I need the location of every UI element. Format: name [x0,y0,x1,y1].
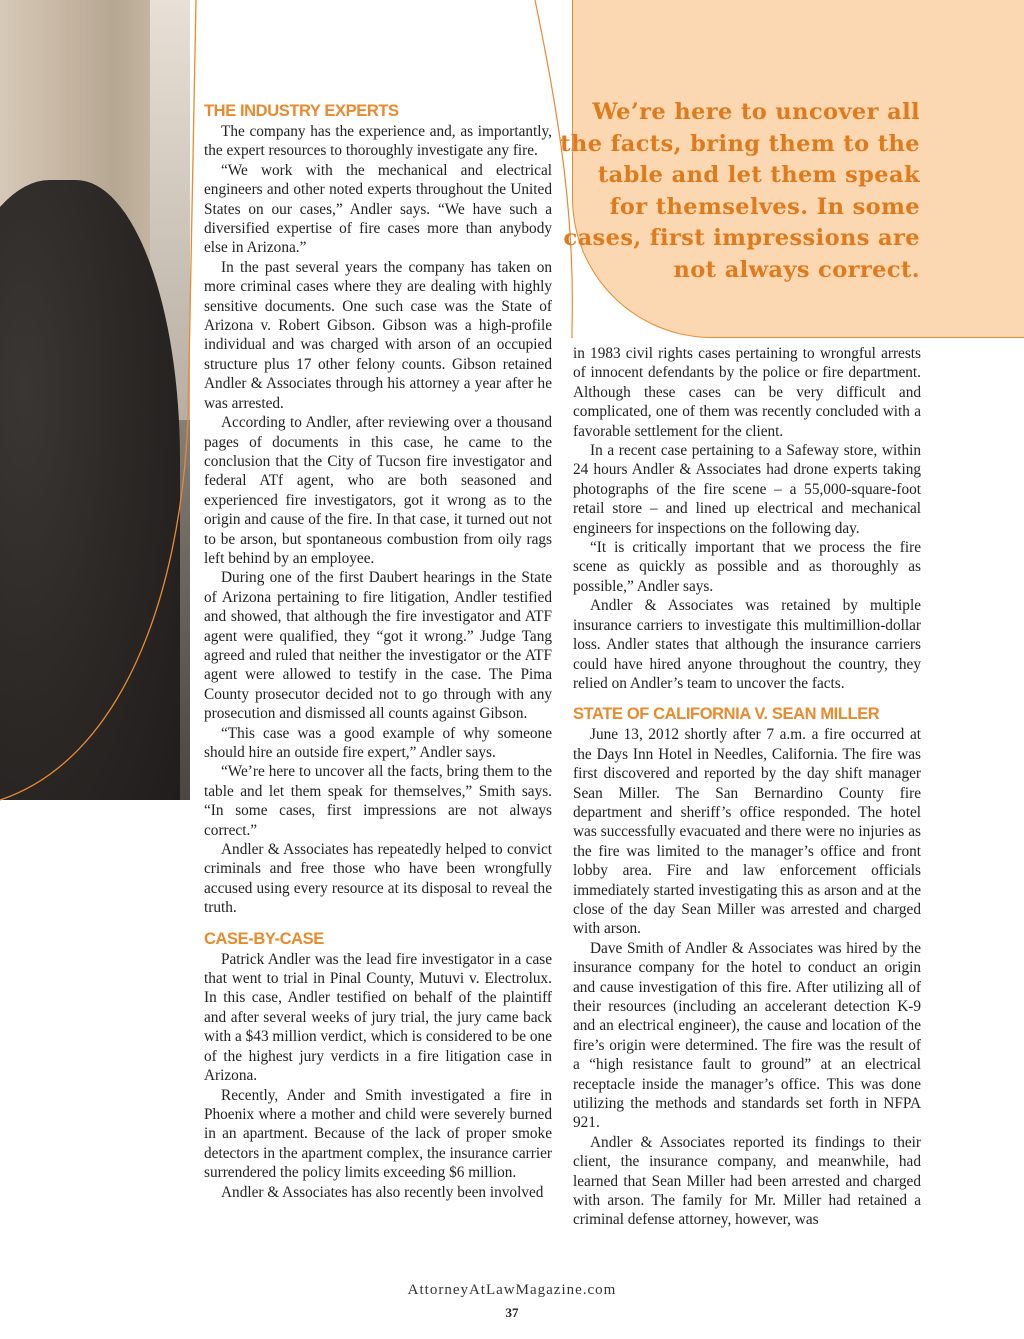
pull-quote: We’re here to uncover all the facts, bring them to the table and let them speak for themselves. In some cases, first impressions are not always correct. [560,99,920,283]
paragraph: June 13, 2012 shortly after 7 a.m. a fire occurred at the Days Inn Hotel in Needles, California. The fire was first discovered and reported by the day shift manager Sean Miller. The San Bernardino County fire department and sheriff’s office responded. The hotel was successfully evacuated and there were no injuries as the fire was limited to the manager’s office and front lobby area. Fire and law enforcement officials immediately started investigating this as arson and at the close of the day Sean Miller was arrested and charged with arson. [573,726,921,938]
paragraph: During one of the first Daubert hearings in the State of Arizona pertaining to fire litigation, Andler testified and showed, that although the fire investigator and ATF agent were qualified, they “got it wrong.” Judge Tang agreed and ruled that neither the investigator or the ATF agent were allowed to testify in the case. The Pima County prosecutor decided not to go through with any prosecution and dismissed all counts against Gibson. [204,569,552,723]
paragraph: The company has the experience and, as importantly, the expert resources to thoroughly investigate any fire. [204,123,552,160]
paragraph: in 1983 civil rights cases pertaining to wrongful arrests of innocent defendants by the police or fire department. Although these cases can be very difficult and complicated, one of them was recently concluded with a favorable settlement for the client. [573,345,921,440]
paragraph: “This case was a good example of why someone should hire an outside fire expert,” Andler says. [204,724,552,761]
paragraph: Andler & Associates has also recently been involved [221,1183,544,1201]
magazine-site: AttorneyAtLawMagazine.com [407,1282,617,1298]
paragraph: “We work with the mechanical and electrical engineers and other noted experts throughout the United States on our cases,” Andler says. “We have such a diversified expertise of fire cases more than anybody else in Arizona.” [204,161,552,257]
page-number: 37 [505,1305,519,1320]
paragraph: Patrick Andler was the lead fire investigator in a case that went to trial in Pinal County, Mutuvi v. Electrolux. In this case, Andler testified on behalf of the plaintiff and after several weeks of jury trial, the jury came back with a $43 million verdict, which is considered to be one of the highest jury verdicts in a fire litigation case in Arizona. [204,950,552,1085]
paragraph: “It is critically important that we process the fire scene as quickly as possible and as thoroughly as possible,” Andler says. [573,539,921,595]
right-column [573,344,921,1230]
paragraph: “We’re here to uncover all the facts, bring them to the table and let them speak for themselves,” Smith says. “In some cases, first impressions are not always correct.” [204,763,552,839]
paragraph: According to Andler, after reviewing over a thousand pages of documents in this case, he came to the conclusion that the City of Tucson fire investigator and federal ATf agent, who are both seasoned and experienced fire investigators, got it wrong as to the origin and cause of the fire. In that case, it turned out not to be arson, but spontaneous combustion from oily rags left behind by an employee. [204,414,552,567]
paragraph: In a recent case pertaining to a Safeway store, within 24 hours Andler & Associates had drone experts taking photographs of the fire scene – a 55,000-square-foot retail store – and lined up electrical and mechanical engineers for inspections on the following day. [573,442,921,537]
paragraph: Andler & Associates was retained by multiple insurance carriers to investigate this multimillion-dollar loss. Andler states that although the insurance carriers could have hired anyone throughout the country, they relied on Andler’s team to uncover the facts. [573,597,921,692]
left-column [204,100,552,1202]
paragraph: In the past several years the company has taken on more criminal cases where they are dealing with highly sensitive documents. One such case was the State of Arizona v. Robert Gibson. Gibson was a high-profile individual and was charged with arson of an occupied structure plus 17 other felony counts. Gibson retained Andler & Associates through his attorney a year after he was arrested. [204,258,552,412]
paragraph: Dave Smith of Andler & Associates was hired by the insurance company for the hotel to conduct an origin and cause investigation of this fire. After utilizing all of their resources (including an accelerant detection K-9 and an electrical engineer), the cause and location of the fire’s origin were determined. The fire was the result of a “high resistance fault to ground” at an electrical receptacle inside the manager’s office. This was done utilizing the methods and standards set forth in NFPA 921. [573,939,921,1132]
section-heading: CASE-BY-CASE [204,929,324,948]
section-heading: STATE OF CALIFORNIA V. SEAN MILLER [573,705,880,724]
paragraph: Andler & Associates reported its findings to their client, the insurance company, and meanwhile, had learned that Sean Miller had been arrested and charged with arson. The family for Mr. Miller had retained a criminal defense attorney, however, was [573,1133,921,1229]
paragraph: Recently, Ander and Smith investigated a fire in Phoenix where a mother and child were severely burned in an apartment. Because of the lack of proper smoke detectors in the apartment complex, the insurance carrier surrendered the policy limits exceeding $6 million. [204,1086,552,1182]
section-heading: THE INDUSTRY EXPERTS [204,102,399,120]
paragraph: Andler & Associates has repeatedly helped to convict criminals and free those who have been wrongfully accused using every resource at its disposal to reveal the truth. [204,841,552,917]
